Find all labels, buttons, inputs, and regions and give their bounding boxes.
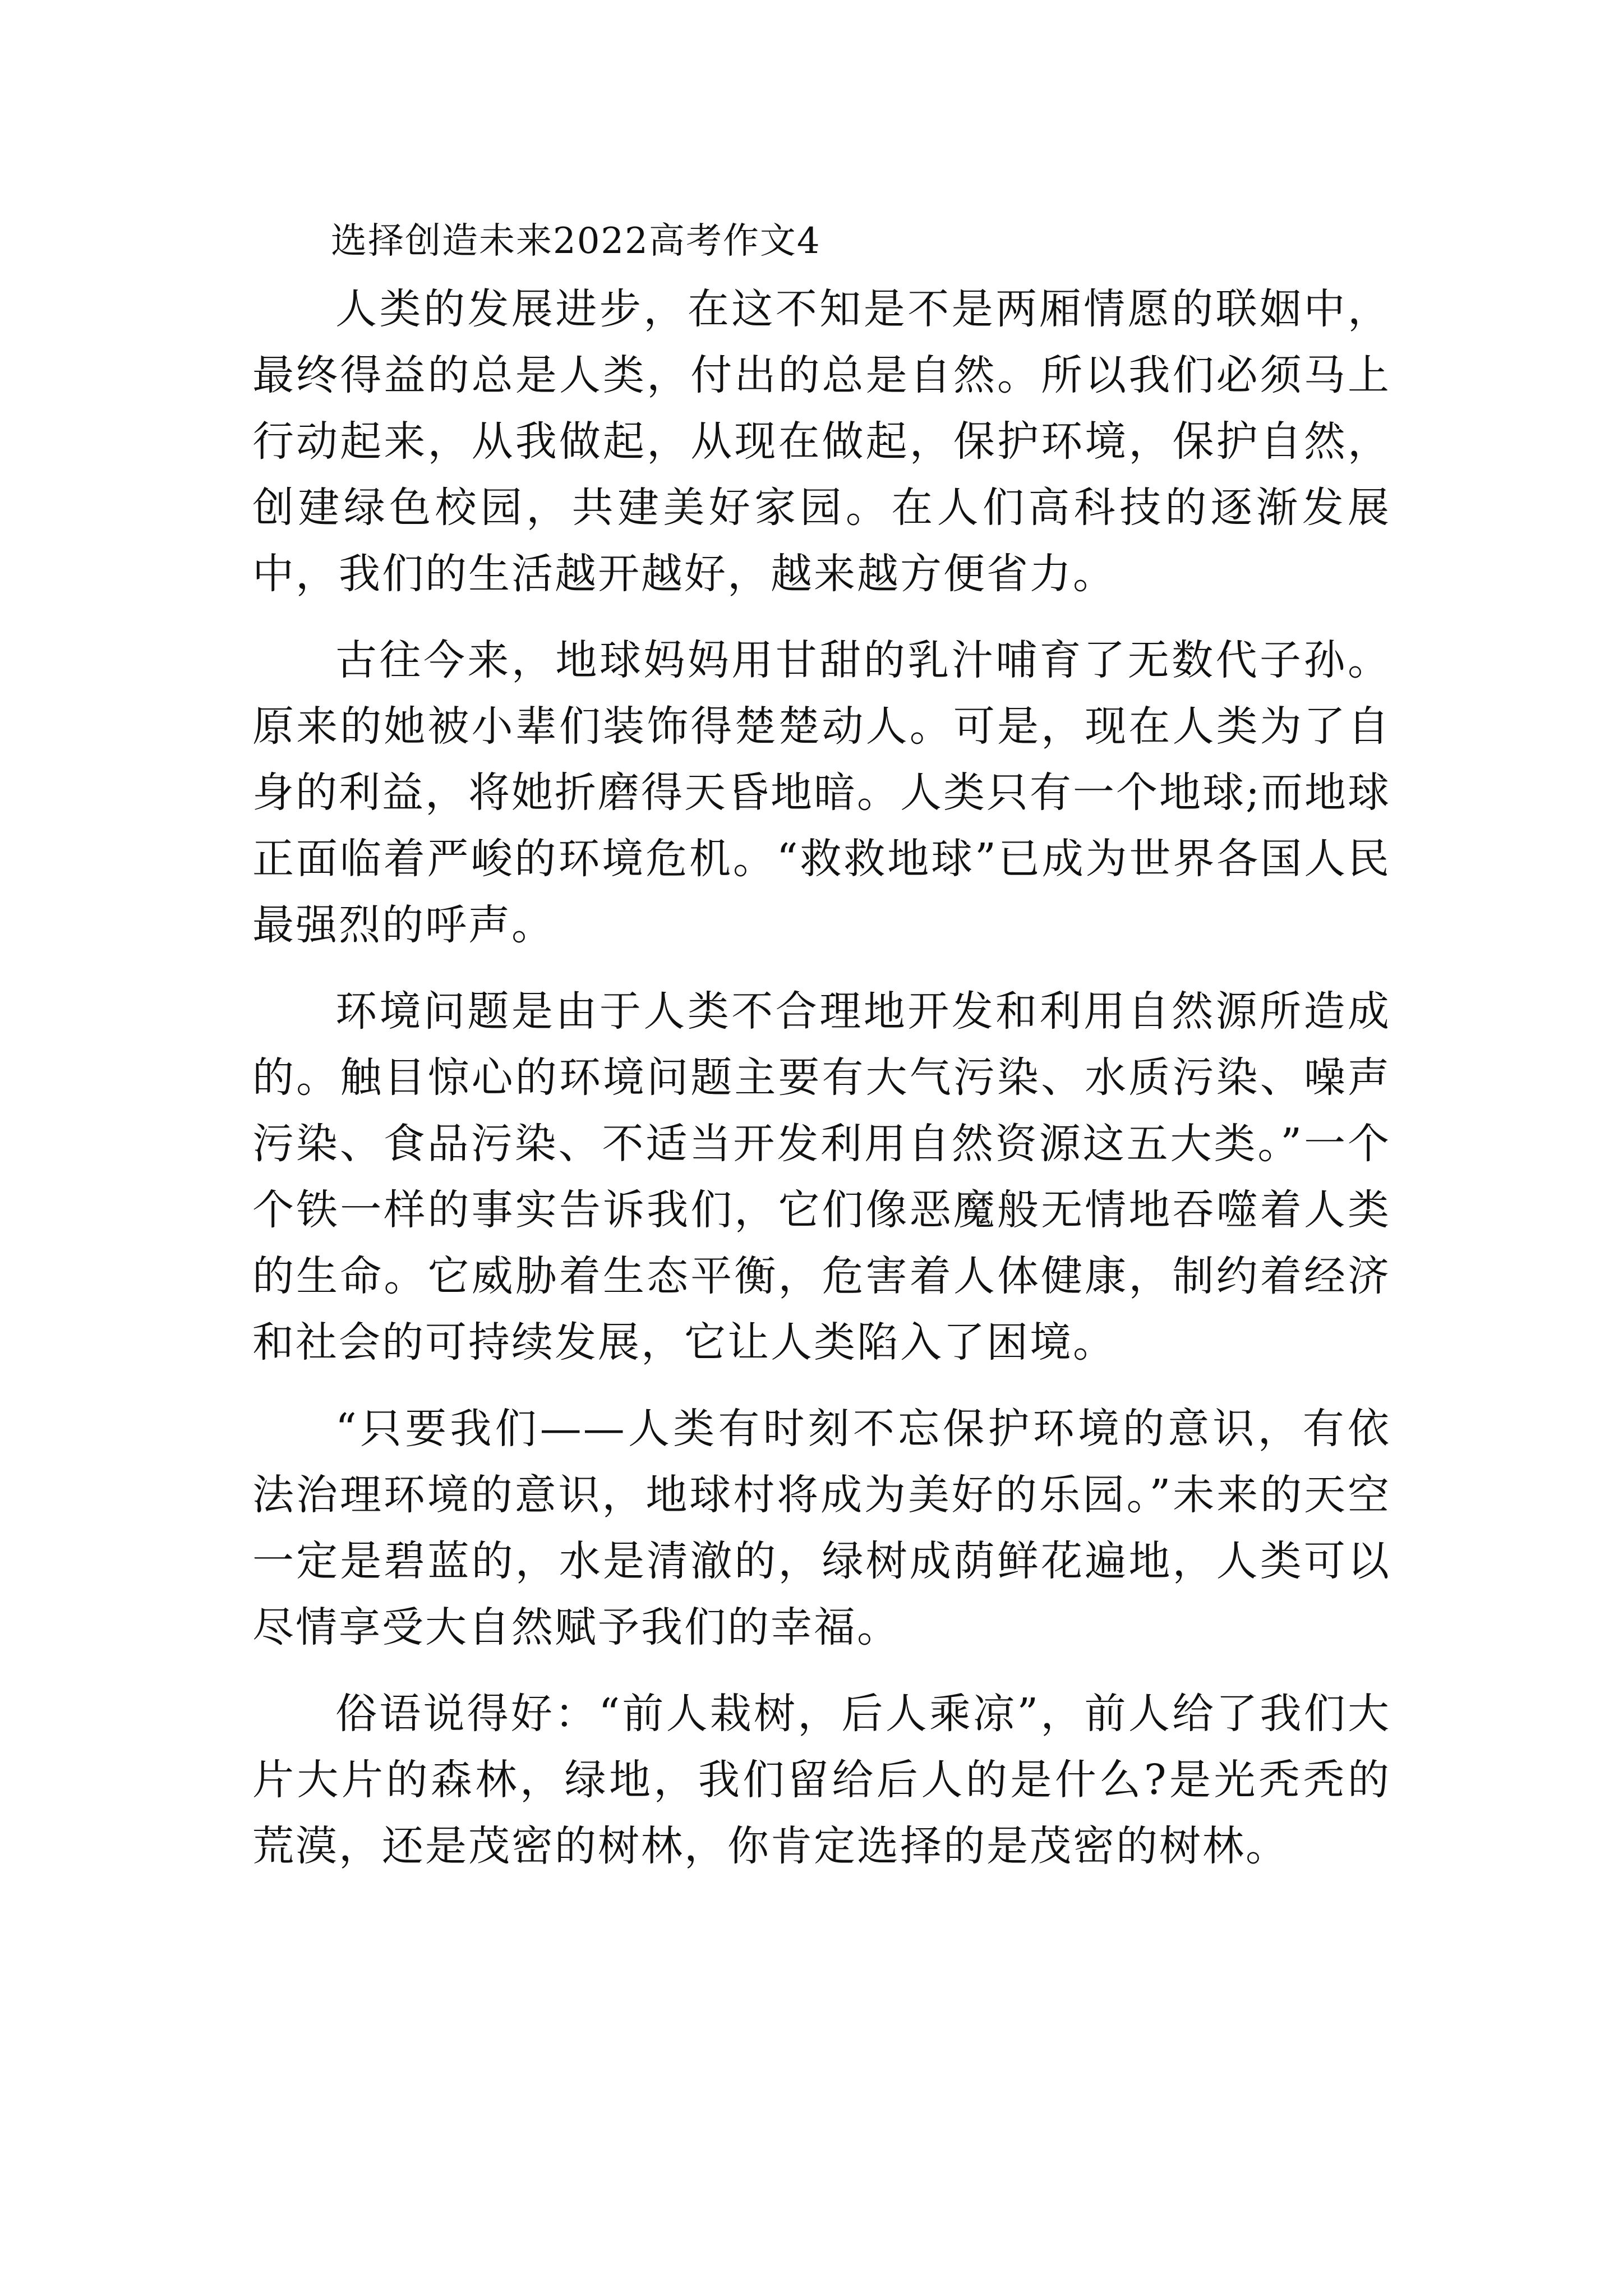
paragraph-3: 环境问题是由于人类不合理地开发和利用自然源所造成的。触目惊心的环境问题主要有大气污染、水质污染、噪声污染、食品污染、不适当开发利用自然资源这五大类。”一个个铁一样的事实告诉我们，它们像恶魔般无情地吞噬着人类的生命。它威胁着生态平衡，危害着人体健康，制约着经济和社会的可持续发展，它让人类陷入了困境。 [252,987,1391,1366]
paragraph-5: 俗语说得好：“前人栽树，后人乘凉”，前人给了我们大片大片的森林，绿地，我们留给后人的是什么?是光秃秃的荒漠，还是茂密的树林，你肯定选择的是茂密的树林。 [252,1690,1391,1870]
paragraph-1: 人类的发展进步，在这不知是不是两厢情愿的联姻中，最终得益的总是人类，付出的总是自然。所以我们必须马上行动起来，从我做起，从现在做起，保护环境，保护自然，创建绿色校园，共建美好家园。在人们高科技的逐渐发展中，我们的生活越开越好，越来越方便省力。 [252,285,1391,598]
document-title: 选择创造未来2022高考作文4 [331,220,821,262]
paragraph-4: “只要我们——人类有时刻不忘保护环境的意识，有依法治理环境的意识，地球村将成为美好的乐园。”未来的天空一定是碧蓝的，水是清澈的，绿树成荫鲜花遍地，人类可以尽情享受大自然赋予我们的幸福。 [252,1405,1391,1651]
document-body [252,213,1391,1899]
paragraph-2: 古往今来，地球妈妈用甘甜的乳汁哺育了无数代子孙。原来的她被小辈们装饰得楚楚动人。可是，现在人类为了自身的利益，将她折磨得天昏地暗。人类只有一个地球;而地球正面临着严峻的环境危机。“救救地球”已成为世界各国人民最强烈的呼声。 [252,636,1391,949]
